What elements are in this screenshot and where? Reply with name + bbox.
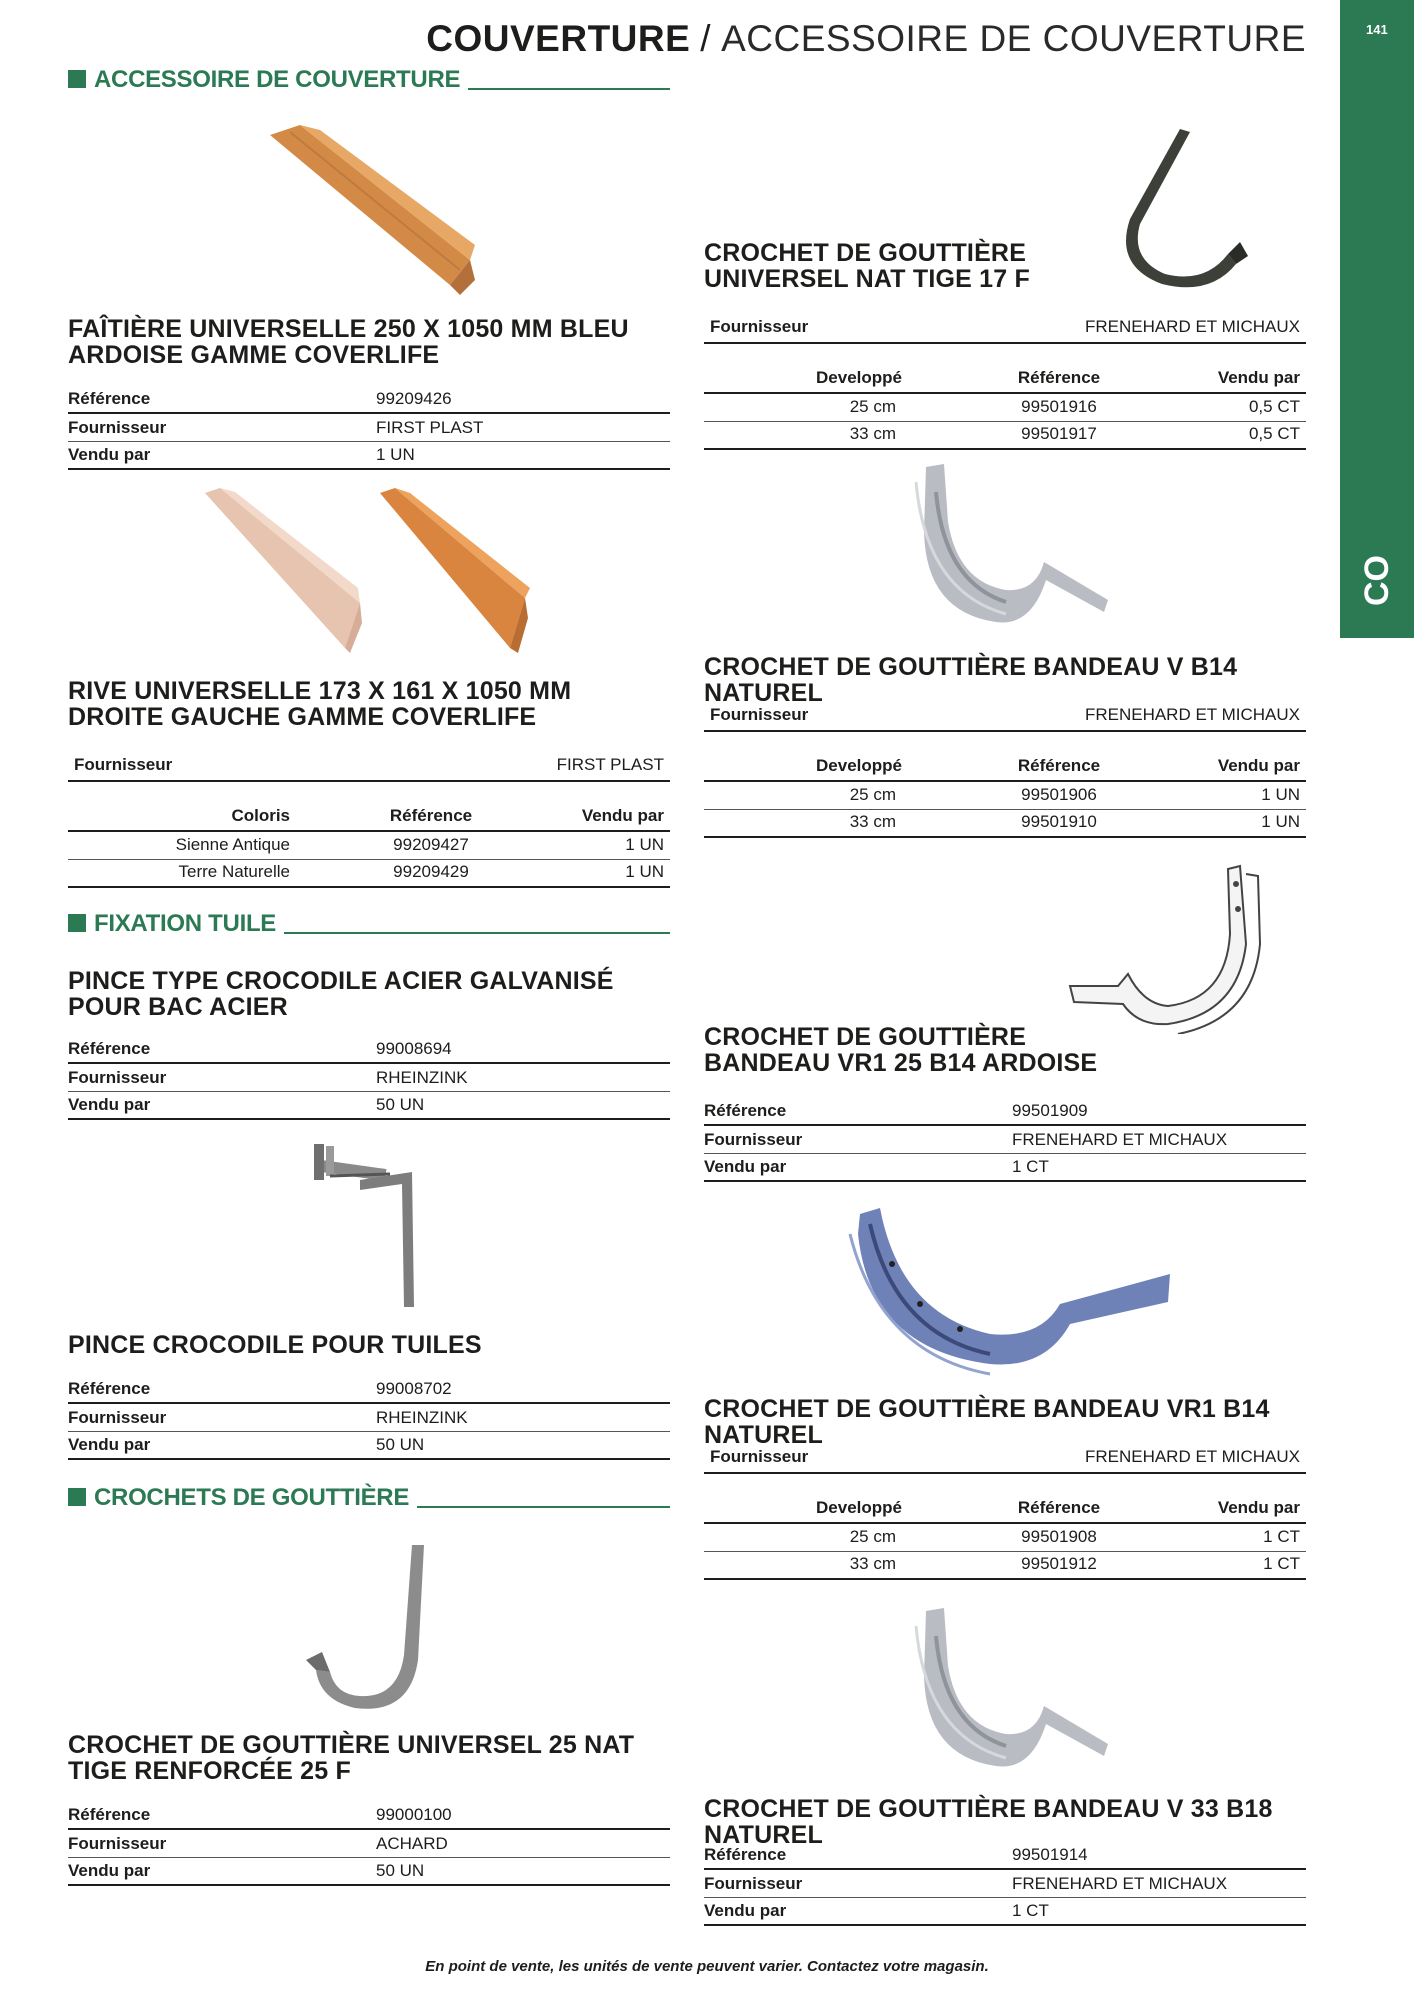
- section-label: CROCHETS DE GOUTTIÈRE: [94, 1484, 410, 1511]
- spec-value: FRENEHARD ET MICHAUX: [1012, 1874, 1228, 1893]
- table-cell: 1 UN: [625, 835, 664, 854]
- spec-value: FIRST PLAST: [376, 418, 484, 437]
- spec-label: Vendu par: [68, 1095, 151, 1114]
- spec-label: Fournisseur: [74, 755, 173, 774]
- page-title: [426, 18, 1306, 62]
- title-line: CROCHET DE GOUTTIÈRE BANDEAU V 33 B18 NATUREL: [704, 1795, 1273, 1849]
- product-title-rive: [68, 678, 688, 730]
- spec-value: 50 UN: [376, 1095, 425, 1114]
- column-header: Developpé: [816, 368, 902, 387]
- spec-table-faitiere: [68, 386, 670, 470]
- spec-table-bandeau-v33: [704, 1842, 1306, 1926]
- title-line: TIGE RENFORCÉE 25 F: [68, 1757, 352, 1785]
- gutter-hook-17f-image: [1110, 124, 1250, 304]
- crocodile-clip-image: [300, 1142, 440, 1312]
- spec-label: Fournisseur: [68, 418, 167, 437]
- title-line: PINCE TYPE CROCODILE ACIER GALVANISÉ: [68, 967, 614, 995]
- column-header: Référence: [1017, 756, 1101, 775]
- spec-label: Fournisseur: [68, 1068, 167, 1087]
- spec-label: Vendu par: [68, 1435, 151, 1454]
- variant-table-bandeau-vr1-b14: [704, 1496, 1306, 1580]
- table-header: [68, 804, 670, 832]
- table-cell: 33 cm: [849, 812, 896, 831]
- spec-label: Référence: [704, 1845, 787, 1864]
- spec-label: Référence: [68, 1805, 151, 1824]
- spec-table-crochet-25f: [68, 1802, 670, 1886]
- spec-value: RHEINZINK: [376, 1068, 468, 1087]
- product-title-crochet-17f: [704, 240, 1104, 292]
- subcategory-title: ACCESSOIRE DE COUVERTURE: [721, 18, 1306, 59]
- table-cell: 99501912: [1021, 1554, 1097, 1573]
- spec-row-vendu-par: [68, 1432, 670, 1460]
- gutter-hook-bandeau-vr1-25-image: [1068, 864, 1308, 1034]
- page-number: 141: [1366, 22, 1388, 37]
- product-title-bandeau-v33: [704, 1796, 1324, 1848]
- title-line: POUR BAC ACIER: [68, 993, 288, 1021]
- spec-label: Vendu par: [704, 1901, 787, 1920]
- spec-row-reference: [68, 1376, 670, 1404]
- table-cell: 1 CT: [1263, 1527, 1300, 1546]
- ridge-tile-image: [260, 120, 480, 300]
- section-heading-accessoire: [68, 68, 670, 92]
- footer-note: En point de vente, les unités de vente peuvent varier. Contactez votre magasin.: [425, 1958, 989, 1975]
- table-cell: 0,5 CT: [1248, 424, 1300, 443]
- title-line: FAÎTIÈRE UNIVERSELLE 250 X 1050 MM BLEU: [68, 315, 629, 343]
- table-cell: 25 cm: [849, 397, 896, 416]
- spec-label: Fournisseur: [68, 1408, 167, 1427]
- spec-row-vendu-par: [68, 1092, 670, 1120]
- table-header: [704, 1496, 1306, 1524]
- product-title-pince-tuiles: [68, 1332, 688, 1358]
- spec-row-vendu-par: [704, 1898, 1306, 1926]
- spec-value: 1 CT: [1012, 1901, 1049, 1920]
- section-heading-crochets: [68, 1486, 670, 1510]
- supplier-row-rive: [68, 752, 670, 782]
- table-cell: 1 UN: [625, 862, 664, 881]
- spec-row-vendu-par: [68, 442, 670, 470]
- column-header: Vendu par: [1217, 1498, 1300, 1517]
- spec-value: FIRST PLAST: [556, 755, 664, 774]
- column-header: Developpé: [816, 1498, 902, 1517]
- product-title-bandeau-v-b14: [704, 654, 1324, 706]
- title-line: CROCHET DE GOUTTIÈRE BANDEAU V B14 NATUREL: [704, 653, 1238, 707]
- chapter-tab-label: CO: [1358, 555, 1396, 606]
- verge-tile-image: [200, 488, 540, 658]
- spec-row-fournisseur: [68, 1064, 670, 1092]
- table-cell: 1 UN: [1261, 812, 1300, 831]
- spec-label: Référence: [68, 1039, 151, 1058]
- spec-label: Vendu par: [704, 1157, 787, 1176]
- table-row: [704, 810, 1306, 838]
- spec-value: 99209426: [376, 389, 452, 408]
- section-marker-icon: [68, 1488, 86, 1506]
- spec-row-reference: [704, 1098, 1306, 1126]
- table-cell: 1 UN: [1261, 785, 1300, 804]
- table-row: [704, 782, 1306, 810]
- spec-label: Référence: [68, 1379, 151, 1398]
- title-line: DROITE GAUCHE GAMME COVERLIFE: [68, 703, 537, 731]
- title-line: CROCHET DE GOUTTIÈRE UNIVERSEL 25 NAT: [68, 1731, 635, 1759]
- spec-value: FRENEHARD ET MICHAUX: [1084, 1447, 1300, 1466]
- column-header: Vendu par: [1217, 756, 1300, 775]
- spec-row-fournisseur: [68, 414, 670, 442]
- spec-table-bandeau-vr1-25: [704, 1098, 1306, 1182]
- spec-row-fournisseur: [68, 1830, 670, 1858]
- spec-label: Fournisseur: [710, 1447, 809, 1466]
- spec-row-fournisseur: [704, 1126, 1306, 1154]
- spec-value: 99000100: [376, 1805, 452, 1824]
- title-line: UNIVERSEL NAT TIGE 17 F: [704, 265, 1030, 293]
- title-line: RIVE UNIVERSELLE 173 X 161 X 1050 MM: [68, 677, 572, 705]
- spec-value: ACHARD: [376, 1834, 448, 1853]
- spec-value: FRENEHARD ET MICHAUX: [1084, 317, 1300, 336]
- product-title-crochet-25f: [68, 1732, 688, 1784]
- spec-row-vendu-par: [704, 1154, 1306, 1182]
- spec-value: FRENEHARD ET MICHAUX: [1012, 1130, 1228, 1149]
- table-cell: 25 cm: [849, 785, 896, 804]
- spec-value: 99501909: [1012, 1101, 1088, 1120]
- spec-table-pince-bac: [68, 1036, 670, 1120]
- title-line: CROCHET DE GOUTTIÈRE BANDEAU VR1 B14 NATUREL: [704, 1395, 1270, 1449]
- gutter-hook-bandeau-vr1-b14-image: [840, 1204, 1180, 1384]
- spec-label: Vendu par: [68, 445, 151, 464]
- column-header: Developpé: [816, 756, 902, 775]
- spec-table-pince-tuiles: [68, 1376, 670, 1460]
- table-cell: 99501910: [1021, 812, 1097, 831]
- section-marker-icon: [68, 70, 86, 88]
- spec-value: RHEINZINK: [376, 1408, 468, 1427]
- title-line: BANDEAU VR1 25 B14 ARDOISE: [704, 1049, 1098, 1077]
- table-row: [704, 1524, 1306, 1552]
- spec-label: Référence: [68, 389, 151, 408]
- product-title-bandeau-vr1-25: [704, 1024, 1324, 1076]
- table-cell: 33 cm: [849, 424, 896, 443]
- column-header: Référence: [1017, 368, 1101, 387]
- title-separator: /: [700, 18, 712, 59]
- section-rule: [468, 88, 670, 90]
- table-row: [68, 832, 670, 860]
- supplier-row-crochet-17f: [704, 314, 1306, 344]
- section-marker-icon: [68, 914, 86, 932]
- spec-value: 99008702: [376, 1379, 452, 1398]
- table-cell: 99209429: [393, 862, 469, 881]
- column-header: Vendu par: [1217, 368, 1300, 387]
- spec-value: 1 UN: [376, 445, 415, 464]
- gutter-hook-bandeau-v33-image: [896, 1606, 1116, 1776]
- spec-label: Vendu par: [68, 1861, 151, 1880]
- column-header: Vendu par: [581, 806, 664, 825]
- spec-row-reference: [68, 1036, 670, 1064]
- table-row: [704, 422, 1306, 450]
- variant-table-crochet-17f: [704, 366, 1306, 450]
- title-line: CROCHET DE GOUTTIÈRE: [704, 239, 1027, 267]
- column-header: Coloris: [231, 806, 290, 825]
- section-rule: [284, 932, 670, 934]
- table-cell: 99501906: [1021, 785, 1097, 804]
- title-line: PINCE CROCODILE POUR TUILES: [68, 1331, 482, 1359]
- variant-table-bandeau-v-b14: [704, 754, 1306, 838]
- section-rule: [417, 1506, 670, 1508]
- category-title: COUVERTURE: [426, 18, 691, 59]
- spec-row-reference: [68, 1802, 670, 1830]
- product-title-faitiere: [68, 316, 688, 368]
- spec-label: Fournisseur: [704, 1130, 803, 1149]
- table-cell: 99501916: [1021, 397, 1097, 416]
- table-cell: Terre Naturelle: [178, 862, 290, 881]
- title-line: CROCHET DE GOUTTIÈRE: [704, 1023, 1027, 1051]
- spec-label: Fournisseur: [704, 1874, 803, 1893]
- column-header: Référence: [389, 806, 473, 825]
- table-header: [704, 366, 1306, 394]
- section-label: FIXATION TUILE: [94, 910, 277, 937]
- spec-row-reference: [704, 1842, 1306, 1870]
- supplier-row-bandeau-v-b14: [704, 702, 1306, 732]
- spec-row-reference: [68, 386, 670, 414]
- table-cell: 0,5 CT: [1248, 397, 1300, 416]
- title-line: ARDOISE GAMME COVERLIFE: [68, 341, 440, 369]
- variant-table-rive: [68, 804, 670, 888]
- spec-value: 50 UN: [376, 1861, 425, 1880]
- gutter-hook-25f-image: [300, 1540, 440, 1720]
- spec-value: FRENEHARD ET MICHAUX: [1084, 705, 1300, 724]
- table-cell: Sienne Antique: [175, 835, 290, 854]
- table-cell: 99209427: [393, 835, 469, 854]
- spec-value: 50 UN: [376, 1435, 425, 1454]
- gutter-hook-bandeau-v-b14-image: [896, 462, 1116, 632]
- product-title-pince-bac: [68, 968, 688, 1020]
- column-header: Référence: [1017, 1498, 1101, 1517]
- table-row: [704, 1552, 1306, 1580]
- table-cell: 1 CT: [1263, 1554, 1300, 1573]
- table-cell: 33 cm: [849, 1554, 896, 1573]
- section-label: ACCESSOIRE DE COUVERTURE: [94, 66, 461, 93]
- spec-row-vendu-par: [68, 1858, 670, 1886]
- spec-row-fournisseur: [704, 1870, 1306, 1898]
- spec-value: 99501914: [1012, 1845, 1088, 1864]
- table-row: [68, 860, 670, 888]
- table-row: [704, 394, 1306, 422]
- table-cell: 25 cm: [849, 1527, 896, 1546]
- table-header: [704, 754, 1306, 782]
- spec-value: 99008694: [376, 1039, 452, 1058]
- chapter-tab[interactable]: [1340, 0, 1414, 638]
- spec-label: Référence: [704, 1101, 787, 1120]
- spec-label: Fournisseur: [68, 1834, 167, 1853]
- product-title-bandeau-vr1-b14: [704, 1396, 1324, 1448]
- spec-label: Fournisseur: [710, 317, 809, 336]
- supplier-row-bandeau-vr1-b14: [704, 1444, 1306, 1474]
- spec-row-fournisseur: [68, 1404, 670, 1432]
- table-cell: 99501917: [1021, 424, 1097, 443]
- table-cell: 99501908: [1021, 1527, 1097, 1546]
- spec-label: Fournisseur: [710, 705, 809, 724]
- spec-value: 1 CT: [1012, 1157, 1049, 1176]
- section-heading-fixation: [68, 912, 670, 936]
